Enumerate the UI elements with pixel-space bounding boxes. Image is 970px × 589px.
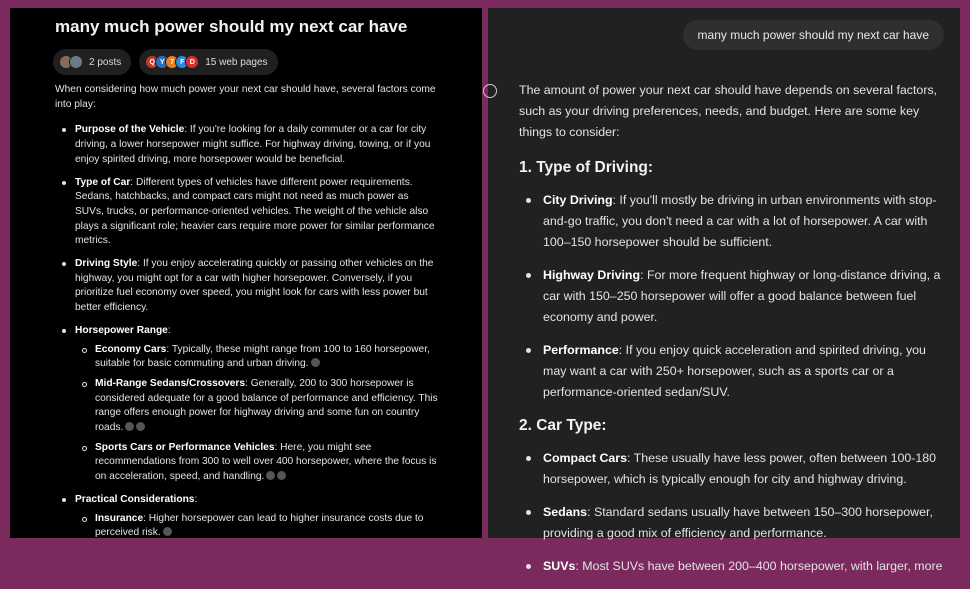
item-text: : Standard sedans usually have between 150–300 horsepower, providing a good mix of efficiency and performance. bbox=[543, 505, 933, 540]
item-text: : If you're looking for a daily commuter or a car for city driving, a lower horsepower might suffice. For highway driving, towing, or if you enjoy spirited driving, more horsepower would be beneficial. bbox=[75, 124, 431, 165]
item-text: : For more frequent highway or long-distance driving, a car with 150–250 horsepower will offer a good balance between fuel economy and power. bbox=[543, 268, 941, 324]
favicon-icon: 7 bbox=[165, 55, 179, 69]
perplexity-panel bbox=[10, 8, 482, 538]
item-bold: Performance bbox=[543, 343, 619, 357]
query-title: many much power should my next car have bbox=[55, 17, 408, 36]
citation-icon[interactable] bbox=[266, 471, 275, 480]
web-pages-chip[interactable] bbox=[139, 49, 277, 75]
item-bold: City Driving bbox=[543, 193, 613, 207]
item-text: : Different types of vehicles have different power requirements. Sedans, hatchbacks, and compact cars might not need as much power as SUVs, trucks, or performance-oriented vehicles. The weight of the vehicle also plays a significant role; heavier cars require more power for similar performance metrics. bbox=[75, 176, 435, 247]
item-text: : Here, you might see recommendations from 300 to well over 400 horsepower, where the focus is on acceleration, speed, and handling. bbox=[95, 441, 437, 483]
item-bold: Highway Driving bbox=[543, 268, 641, 282]
horsepower-sublist bbox=[75, 343, 440, 485]
answer-body bbox=[55, 83, 440, 549]
factor-list bbox=[55, 123, 440, 541]
item-bold: Sedans bbox=[543, 505, 588, 519]
item-bold: Purpose of the Vehicle bbox=[75, 124, 185, 136]
post-avatars bbox=[59, 55, 83, 69]
item-bold: SUVs bbox=[543, 559, 576, 573]
answer-intro: When considering how much power your next car should have, several factors come into play: bbox=[55, 84, 436, 110]
favicon-icon: Q bbox=[145, 55, 159, 69]
citation-icon[interactable] bbox=[136, 422, 145, 431]
chatgpt-panel bbox=[488, 8, 960, 573]
item-text: : Higher horsepower can lead to higher insurance costs due to perceived risk. bbox=[95, 512, 424, 539]
item-text: : If you enjoy quick acceleration and spirited driving, you may want a car with 250+ horsepower, such as a sports car or a performance-oriented sedan/SUV. bbox=[543, 343, 926, 399]
avatar-icon bbox=[69, 55, 83, 69]
list-item bbox=[519, 190, 947, 253]
item-colon: : bbox=[194, 493, 198, 505]
section-list bbox=[519, 190, 947, 403]
item-bold: Horsepower Range bbox=[75, 324, 168, 336]
list-item bbox=[75, 512, 440, 541]
list-item bbox=[75, 441, 440, 485]
favicon-icon: Y bbox=[155, 55, 169, 69]
item-text: : Most SUVs have between 200–400 horsepower, with larger, more bbox=[575, 559, 943, 573]
web-pages-chip-label: 15 web pages bbox=[205, 56, 268, 68]
source-favicons bbox=[145, 55, 199, 69]
practical-sublist bbox=[75, 512, 440, 541]
citation-icon[interactable] bbox=[163, 527, 172, 536]
item-text: : These usually have less power, often between 100-180 horsepower, which is typically enough for city and highway driving. bbox=[543, 451, 937, 486]
section-heading: 2. Car Type: bbox=[519, 417, 607, 434]
list-item bbox=[519, 556, 947, 577]
item-colon: : bbox=[167, 324, 171, 336]
favicon-icon: D bbox=[185, 55, 199, 69]
item-text: : Generally, 200 to 300 horsepower is considered adequate for a good balance of performance and efficiency. This range offers enough power for highway driving and some fun on country roads. bbox=[95, 377, 438, 434]
item-bold: Insurance bbox=[95, 512, 144, 524]
item-bold: Compact Cars bbox=[543, 451, 628, 465]
posts-chip-label: 2 posts bbox=[89, 56, 122, 68]
favicon-icon: F bbox=[175, 55, 189, 69]
list-item bbox=[519, 502, 947, 544]
assistant-response bbox=[519, 80, 947, 589]
citation-icon[interactable] bbox=[125, 422, 134, 431]
item-text: : If you'll mostly be driving in urban environments with stop-and-go traffic, you don't need a car with a lot of horsepower. A car with 100–150 horsepower should be sufficient. bbox=[543, 193, 937, 249]
list-item bbox=[75, 343, 440, 372]
citation-icon[interactable] bbox=[277, 471, 286, 480]
list-item bbox=[55, 493, 440, 541]
list-item bbox=[55, 257, 440, 316]
item-bold: Sports Cars or Performance Vehicles bbox=[95, 441, 275, 453]
list-item bbox=[519, 340, 947, 403]
list-item bbox=[519, 448, 947, 490]
list-item bbox=[55, 176, 440, 250]
item-bold: Practical Considerations bbox=[75, 493, 195, 505]
list-item bbox=[75, 377, 440, 436]
item-bold: Type of Car bbox=[75, 176, 131, 188]
user-message-bubble: many much power should my next car have bbox=[683, 20, 944, 50]
list-item bbox=[55, 123, 440, 167]
item-text: : Typically, these might range from 100 to 160 horsepower, suitable for basic commuting and urban driving. bbox=[95, 343, 430, 370]
section-list bbox=[519, 448, 947, 577]
item-bold: Mid-Range Sedans/Crossovers bbox=[95, 377, 246, 389]
list-item bbox=[55, 324, 440, 485]
assistant-logo-icon bbox=[483, 84, 497, 98]
response-intro: The amount of power your next car should have depends on several factors, such as your driving preferences, needs, and budget. Here are some key things to consider: bbox=[519, 83, 938, 139]
sources-row bbox=[53, 49, 278, 75]
item-bold: Economy Cars bbox=[95, 343, 167, 355]
section-heading: 1. Type of Driving: bbox=[519, 159, 654, 176]
posts-chip[interactable] bbox=[53, 49, 131, 75]
item-bold: Driving Style bbox=[75, 258, 138, 270]
item-text: : If you enjoy accelerating quickly or passing other vehicles on the highway, you might opt for a car with higher horsepower. Conversely, if you prioritize fuel economy over speed, you might look for cars with less power but better efficiency. bbox=[75, 258, 434, 314]
list-item bbox=[519, 265, 947, 328]
citation-icon[interactable] bbox=[311, 358, 320, 367]
